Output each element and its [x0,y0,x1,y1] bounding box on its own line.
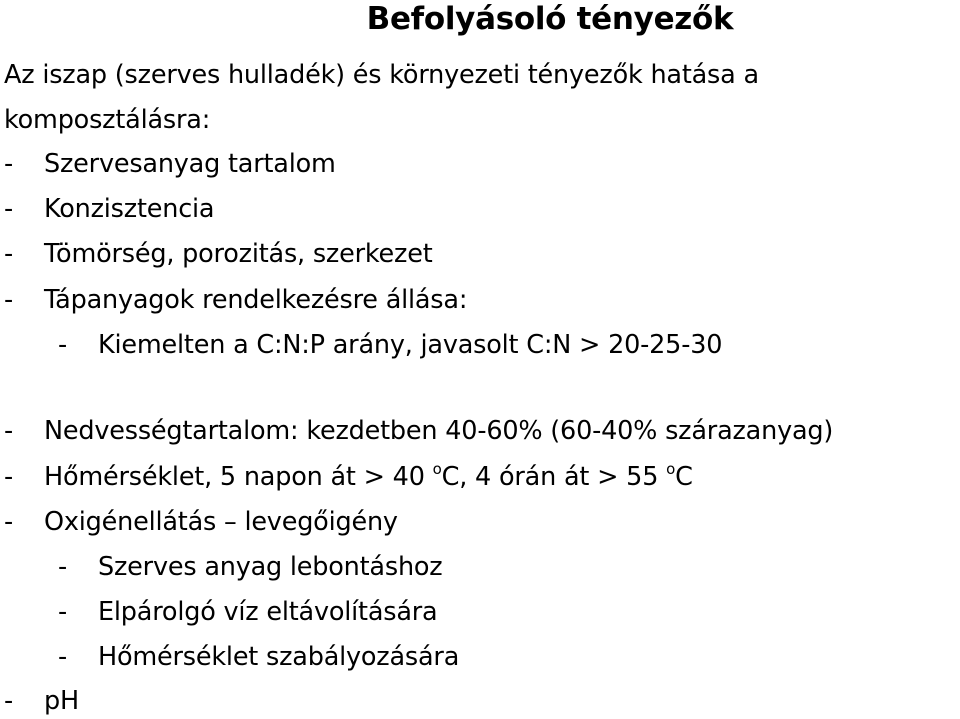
list-item-nutrients [4,283,467,317]
intro-line-1 [4,58,759,92]
list-item-organic-matter [4,147,336,181]
bullet-dash: - [58,642,68,672]
sub-item-label: Kiemelten a C:N:P arány, javasolt C:N > 20-25-30 [98,330,723,360]
bullet-dash: - [4,416,14,446]
bullet-dash: - [58,330,68,360]
intro-text-1: Az iszap (szerves hulladék) és környezeti tényezők hatása a [4,60,759,90]
list-item-moisture [4,414,833,448]
sub-item-water-removal [58,595,437,629]
bullet-dash: - [4,285,14,315]
intro-line-2 [4,103,210,137]
sub-item-label: Szerves anyag lebontáshoz [98,552,443,582]
list-item-label: Tömörség, porozitás, szerkezet [44,239,433,269]
list-item-temperature [4,460,693,494]
list-item-oxygen [4,505,398,539]
degree-superscript-1: o [432,460,442,478]
bullet-dash: - [4,686,14,716]
sub-item-label: Elpárolgó víz eltávolítására [98,597,438,627]
list-item-label: Tápanyagok rendelkezésre állása: [44,285,468,315]
list-item-label: Konzisztencia [44,194,215,224]
temperature-text-1: Hőmérséklet, 5 napon át > 40 [44,462,433,492]
temperature-text-3: C [675,462,693,492]
list-item-ph [4,684,79,718]
list-item-label: Szervesanyag tartalom [44,149,336,179]
sub-item-temperature-control [58,640,459,674]
bullet-dash: - [58,552,68,582]
list-item-label: Oxigénellátás – levegőigény [44,507,398,537]
bullet-dash: - [4,194,14,224]
sub-item-organic-decomposition [58,550,443,584]
temperature-text-2: C, 4 órán át > 55 [441,462,667,492]
sub-item-cnp-ratio [58,328,722,362]
list-item-label: Nedvességtartalom: kezdetben 40-60% (60-40% szárazanyag) [44,416,834,446]
bullet-dash: - [4,149,14,179]
slide-title: Befolyásoló tényezők [366,1,734,37]
bullet-dash: - [58,597,68,627]
list-item-consistency [4,192,214,226]
list-item-label: pH [44,686,79,716]
bullet-dash: - [4,462,14,492]
bullet-dash: - [4,507,14,537]
sub-item-label: Hőmérséklet szabályozására [98,642,460,672]
intro-text-2: komposztálásra: [4,105,211,135]
degree-superscript-2: o [666,460,676,478]
bullet-dash: - [4,239,14,269]
list-item-density-porosity [4,237,433,271]
